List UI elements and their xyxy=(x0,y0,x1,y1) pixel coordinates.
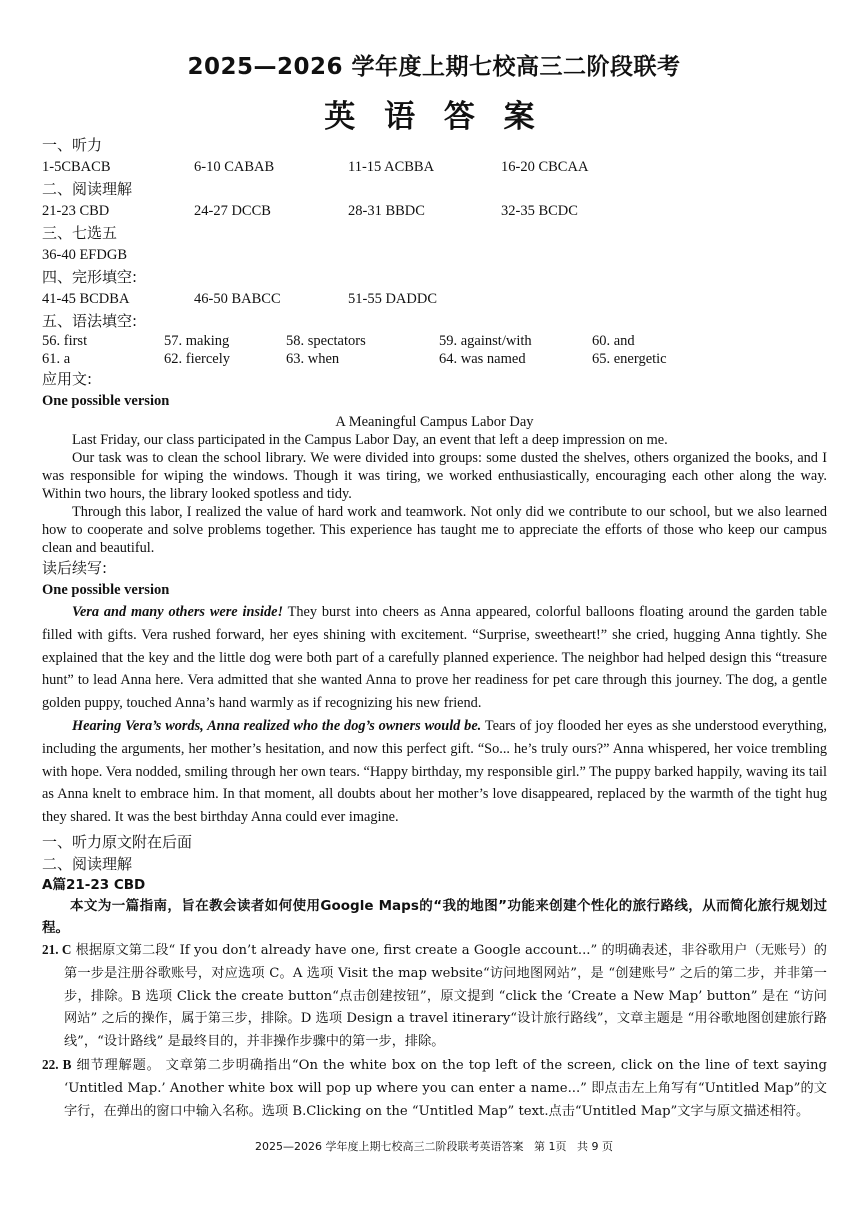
answer-group: 16-20 CBCAA xyxy=(501,159,589,175)
section-cloze-heading: 四、完形填空: xyxy=(42,268,138,286)
grammar-answer: 57. making xyxy=(164,333,230,349)
document-title: 英 语 答 案 xyxy=(324,99,544,135)
exam-title: 2025—2026 学年度上期七校高三二阶段联考 xyxy=(187,54,681,80)
grammar-answer: 61. a xyxy=(42,351,71,367)
answer-content xyxy=(42,134,827,1123)
listening-answers xyxy=(42,156,827,178)
grammar-answers-row xyxy=(42,332,827,350)
grammar-answer: 60. and xyxy=(592,333,635,349)
answer-group: 21-23 CBD xyxy=(42,203,110,219)
essay-paragraph: Through this labor, I realized the value of hard work and teamwork. Not only did we contribute to our school, but we also learned how to cooperate and solve problems together. This experience has taught me to appreciate the efforts of those who keep our campus clean and beautiful. xyxy=(42,504,827,556)
story-body xyxy=(42,601,827,829)
essay-title: A Meaningful Campus Labor Day xyxy=(335,414,534,430)
answer-group: 41-45 BCDBA xyxy=(42,291,130,307)
grammar-answer: 59. against/with xyxy=(439,333,532,349)
answer-group: 11-15 ACBBA xyxy=(348,159,435,175)
version-label: One possible version xyxy=(42,393,170,409)
essay-paragraph: Our task was to clean the school library. We were divided into groups: some dusted the shelves, others organized the books, and I was responsible for wiping the windows. Though it was tiring, we worked enthusiastically, encouraging each other along the way. Within two hours, the library looked spotless and tidy. xyxy=(42,450,827,502)
paragraph-lead-sentence: Hearing Vera’s words, Anna realized who the dog’s owners would be. xyxy=(72,717,482,734)
paragraph-lead-sentence: Vera and many others were inside! xyxy=(72,604,284,620)
grammar-answer: 58. spectators xyxy=(286,333,366,349)
question-22-explanation xyxy=(42,1054,827,1123)
section-listening-heading: 一、听力 xyxy=(42,136,103,154)
reading-answers xyxy=(42,200,827,222)
grammar-answer: 56. first xyxy=(42,333,88,349)
answer-group: 51-55 DADDC xyxy=(348,291,438,307)
story-paragraph xyxy=(42,715,827,829)
grammar-answers-row xyxy=(42,350,827,368)
seven-answers xyxy=(42,244,827,266)
section-reading-explanations-heading: 二、阅读理解 xyxy=(42,854,133,873)
section-reading-heading: 二、阅读理解 xyxy=(42,180,133,198)
answer-group: 6-10 CABAB xyxy=(194,159,275,175)
essay-paragraph: Last Friday, our class participated in the Campus Labor Day, an event that left a deep impression on me. xyxy=(72,432,668,448)
page-footer: 2025—2026 学年度上期七校高三二阶段联考英语答案 第 1页 共 9 页 xyxy=(255,1140,613,1153)
explanation-text: 细节理解题。 文章第二步明确指出“On the white box on the top left of the screen, click on the line of text saying ‘Untitled Map.’ Another white box will pop up where you can enter a name...” 即点击左上角写有“Untitled Map”的文字行，在弹出的窗口中输入名称。选项 B.Clicking on the “Untitled Map” text.点击“Untitled Map”文字与原文描述相符。 xyxy=(64,1057,827,1119)
cloze-answers xyxy=(42,288,827,310)
section-continuation-heading: 读后续写: xyxy=(42,559,108,577)
question-number: 22. B xyxy=(42,1056,72,1072)
grammar-answer: 64. was named xyxy=(439,351,526,367)
paragraph-text: They burst into cheers as Anna appeared, colorful balloons floating around the garden table filled with gifts. Vera rushed forward, her eyes shining with excitement. “Surprise, sweetheart!” she cried, hugging Anna tightly. She explained that the key and the little dog were both part of a carefully planned experience. The neighbor had helped design this “treasure hunt” to lead Anna here. Vera admitted that she wanted Anna to prove her readiness for pet care through this journey. The dog, a gentle golden puppy, touched Anna’s hand warmly as if recognizing his new friend. xyxy=(42,604,827,712)
answer-group: 46-50 BABCC xyxy=(194,291,281,307)
version-label: One possible version xyxy=(42,582,170,598)
section-seven-heading: 三、七选五 xyxy=(42,224,118,242)
passage-a-summary: 本文为一篇指南，旨在教会读者如何使用Google Maps的“我的地图”功能来创建个性化的旅行路线，从而简化旅行规划过程。 xyxy=(42,897,827,936)
grammar-answer: 62. fiercely xyxy=(164,351,231,367)
grammar-answer: 63. when xyxy=(286,351,340,367)
answer-group: 36-40 EFDGB xyxy=(42,247,127,263)
question-21-explanation xyxy=(42,939,827,1054)
essay-body xyxy=(42,431,827,557)
answer-group: 1-5CBACB xyxy=(42,159,111,175)
section-application-heading: 应用文: xyxy=(42,370,93,388)
answer-group: 32-35 BCDC xyxy=(501,203,578,219)
paragraph-text: Tears of joy flooded her eyes as she understood everything, including the arguments, her mother’s hesitation, and now this perfect gift. “So... he’s truly ours?” Anna whispered, her voice trembling with hope. Vera nodded, smiling through her own tears. “Happy birthday, my responsible girl.” The puppy barked happily, waving its tail as Anna knelt to embrace him. In that moment, all doubts about her mother’s love disappeared, replaced by the warmth of the tight hug they shared. It was the best birthday Anna could ever imagine. xyxy=(42,717,827,826)
answer-group: 28-31 BBDC xyxy=(348,203,425,219)
grammar-answer: 65. energetic xyxy=(592,351,667,367)
explanation-text: 根据原文第二段“ If you don’t already have one, first create a Google account...” 的明确表述，非谷歌用户（无账号）的第一步是注册谷歌账号，对应选项 C。A 选项 Visit the map website“访问地图网站”，是 “创建账号” 之后的第二步，并非第一步，排除。B 选项 Click the create button“点击创建按钮”，原文提到 “click the ‘Create a New Map’ button” 是在 “访问网站” 之后的操作，属于第三步，排除。D 选项 Design a travel itinerary“设计旅行路线”，文章主题是 “用谷歌地图创建旅行路线”，“设计路线” 是最终目的，并非操作步骤中的第一步，排除。 xyxy=(64,942,827,1050)
question-number: 21. C xyxy=(42,941,72,957)
passage-a-heading: A篇21-23 CBD xyxy=(42,876,146,893)
story-paragraph xyxy=(42,601,827,715)
answer-group: 24-27 DCCB xyxy=(194,203,271,219)
listening-note: 一、听力原文附在后面 xyxy=(42,832,193,851)
section-grammar-heading: 五、语法填空: xyxy=(42,312,138,330)
